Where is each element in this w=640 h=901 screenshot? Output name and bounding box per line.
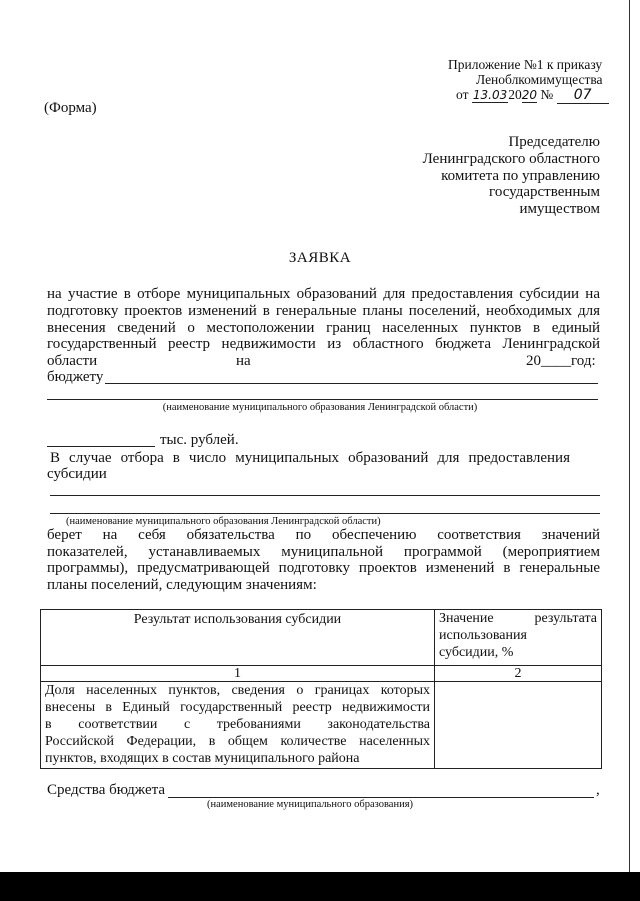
result-value[interactable] (435, 682, 602, 769)
order-number-handwritten: 07 (557, 87, 609, 104)
para1-line-3: внесения сведений о местоположении границ населенных пунктов в единый (47, 320, 600, 336)
date-prefix: от (456, 87, 469, 102)
caption-municipality-2: (наименование муниципального образования Ленинградской области) (66, 516, 381, 527)
results-table (40, 609, 602, 769)
para3-line-1: берет на себя обязательства по обеспечению соответствия значений (47, 527, 600, 543)
para3-line-4: планы поселений, следующим значениям: (47, 577, 317, 593)
appendix-line: Приложение №1 к приказу (448, 57, 603, 72)
col2-header (435, 610, 602, 666)
date-year-handwritten: 20 (521, 88, 537, 102)
para1-line-4: государственный реестр недвижимости из областного бюджета Ленинградской (47, 336, 600, 352)
municipality-name-line-3 (50, 513, 600, 514)
col1-header: Результат использования субсидии (41, 610, 435, 666)
number-sign: № (540, 87, 554, 102)
table-row (41, 682, 602, 769)
para1-line-6: бюджету (47, 369, 104, 385)
scan-bottom-bar (0, 872, 640, 901)
addressee-line-4: государственным (489, 184, 600, 200)
order-date-line (456, 87, 609, 104)
para2-line-2: субсидии (47, 466, 107, 482)
result-line-5: пунктов, входящих в состав муниципального района (45, 751, 360, 766)
col2-number: 2 (435, 666, 602, 682)
addressee-line-1: Председателю (508, 134, 600, 150)
result-line-4: Российской Федерации, в общем количестве населенных (45, 734, 430, 749)
caption-municipality-3: (наименование муниципального образования) (207, 799, 414, 810)
result-line-1: Доля населенных пунктов, сведения о границах которых (45, 683, 430, 698)
amount-underline (47, 446, 155, 447)
addressee-line-5: имуществом (519, 201, 600, 217)
para2-line-1: В случае отбора в число муниципальных образований для предоставления (50, 450, 570, 466)
para1-line-2: подготовку проектов изменений в генеральные планы поселений, необходимых для (47, 303, 600, 319)
budget-funds-underline[interactable] (168, 797, 594, 798)
col2-header-l3: субсидии, % (439, 645, 514, 660)
para3-line-2: показателей, устанавливаемых муниципальной программой (мероприятием (47, 544, 600, 560)
caption-municipality-1: (наименование муниципального образования Ленинградской области) (162, 402, 478, 413)
result-line-3: в соответствии с требованиями законодательства (45, 717, 430, 732)
para1-line-5-year: 20____год: (526, 353, 596, 369)
form-label: (Форма) (44, 100, 97, 116)
col1-number: 1 (41, 666, 435, 682)
municipality-name-line-2 (50, 495, 600, 496)
addressee-line-3: комитета по управлению (441, 168, 600, 184)
col2-header-l1: Значение результата (439, 611, 597, 626)
date-handwritten: 13.03 (472, 88, 508, 102)
addressee-line-2: Ленинградского областного (422, 151, 600, 167)
org-line: Леноблкомимущества (476, 72, 603, 87)
col2-header-l2: использования (439, 628, 527, 643)
budget-name-underline (105, 383, 598, 384)
document-title: ЗАЯВКА (288, 250, 352, 266)
table-header-row (41, 610, 602, 666)
amount-suffix: тыс. рублей. (160, 432, 239, 448)
scan-edge (629, 0, 630, 901)
result-line-2: внесены в Единый государственный реестр недвижимости (45, 700, 430, 715)
para1-line-1: на участие в отборе муниципальных образований для предоставления субсидии на (47, 286, 600, 302)
budget-funds-comma: , (596, 782, 600, 798)
budget-funds-label: Средства бюджета (47, 782, 166, 798)
municipality-name-line-1 (47, 399, 598, 400)
para1-line-5-middle: на (236, 353, 251, 369)
para3-line-3: программы), предусматривающей подготовку проектов изменений в генеральные (47, 560, 600, 576)
result-description (41, 682, 435, 769)
date-year: 20 (508, 87, 522, 102)
table-number-row (41, 666, 602, 682)
para1-line-5-start: области (47, 353, 98, 369)
